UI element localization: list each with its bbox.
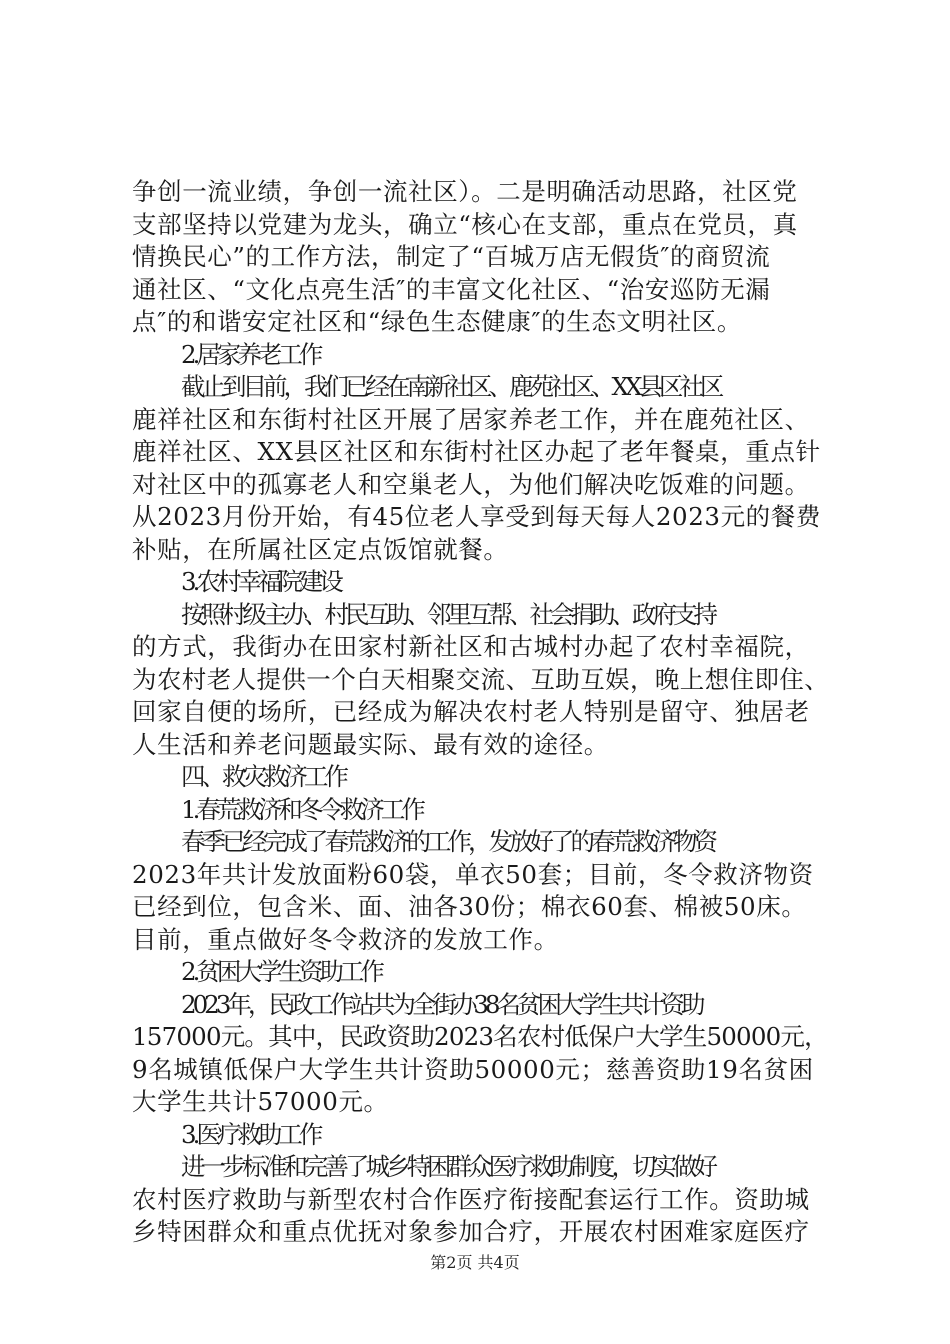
text-line: 1.春荒救济和冬令救济工作: [181, 794, 422, 824]
text-line: 通社区、“文化点亮生活″的丰富文化社区、“治安巡防无漏: [132, 274, 771, 304]
text-line: 人生活和养老问题最实际、最有效的途径。: [132, 729, 609, 759]
text-line: 2.贫困大学生资助工作: [181, 957, 381, 986]
text-line: 3.农村幸福院建设: [181, 567, 340, 596]
text-line: 争创一流业绩，争创一流社区）。二是明确活动思路，社区党: [132, 177, 798, 206]
page-number-footer: 第2页 共4页: [430, 1253, 520, 1272]
text-line: 157000元。其中，民政资助2023名农村低保户大学生50000元，: [132, 1022, 828, 1051]
text-line: 2023年，民政工作站共为全街办38名贫困大学生共计资助: [181, 989, 702, 1019]
text-line: 回家自便的场所，已经成为解决农村老人特别是留守、独居老: [132, 697, 810, 726]
text-line: 从2023月份开始，有45位老人享受到每天每人2023元的餐费: [132, 502, 821, 531]
text-line: 四、救灾救济工作: [181, 762, 345, 791]
text-line: 按照村级主办、村民互助、邻里互帮、社会捐助、政府支持: [181, 599, 714, 629]
text-line: 情换民心”的工作方法，制定了“百城万店无假货″的商贸流: [132, 242, 771, 271]
text-line: 乡特困群众和重点优抚对象参加合疗，开展农村困难家庭医疗: [132, 1217, 810, 1246]
text-line: 目前，重点做好冬令救济的发放工作。: [132, 924, 559, 954]
text-line: 9名城镇低保户大学生共计资助50000元；慈善资助19名贫困: [132, 1054, 814, 1084]
text-line: 2.居家养老工作: [181, 339, 320, 369]
text-line: 鹿祥社区和东街村社区开展了居家养老工作，并在鹿苑社区、: [132, 404, 810, 434]
text-line: 支部坚持以党建为龙头，确立“核心在支部，重点在党员，真: [132, 209, 798, 239]
text-line: 3.医疗救助工作: [181, 1119, 320, 1149]
text-line: 大学生共计57000元。: [132, 1087, 389, 1116]
document-body: [132, 176, 832, 1249]
text-line: 农村医疗救助与新型农村合作医疗衔接配套运行工作。资助城: [132, 1184, 810, 1214]
text-line: 对社区中的孤寡老人和空巢老人，为他们解决吃饭难的问题。: [132, 469, 810, 499]
text-line: 进一步标准和完善了城乡特困群众医疗救助制度，切实做好: [181, 1152, 714, 1181]
text-line: 2023年共计发放面粉60袋，单衣50套；目前，冬令救济物资: [132, 859, 814, 889]
text-line: 截止到目前，我们已经在南新社区、鹿苑社区、XX县区社区: [181, 372, 721, 401]
text-line: 鹿祥社区、XX县区社区和东街村社区办起了老年餐桌，重点针: [132, 437, 821, 466]
text-line: 补贴，在所属社区定点饭馆就餐。: [132, 534, 509, 564]
text-line: 点″的和谐安定社区和“绿色生态健康″的生态文明社区。: [132, 307, 742, 336]
text-line: 春季已经完成了春荒救济的工作，发放好了的春荒救济物资: [181, 827, 714, 856]
text-line: 已经到位，包含米、面、油各30份；棉衣60套、棉被50床。: [132, 892, 807, 921]
text-line: 的方式，我街办在田家村新社区和古城村办起了农村幸福院，: [132, 632, 810, 661]
text-line: 为农村老人提供一个白天相聚交流、互助互娱，晚上想住即住、: [132, 664, 830, 694]
